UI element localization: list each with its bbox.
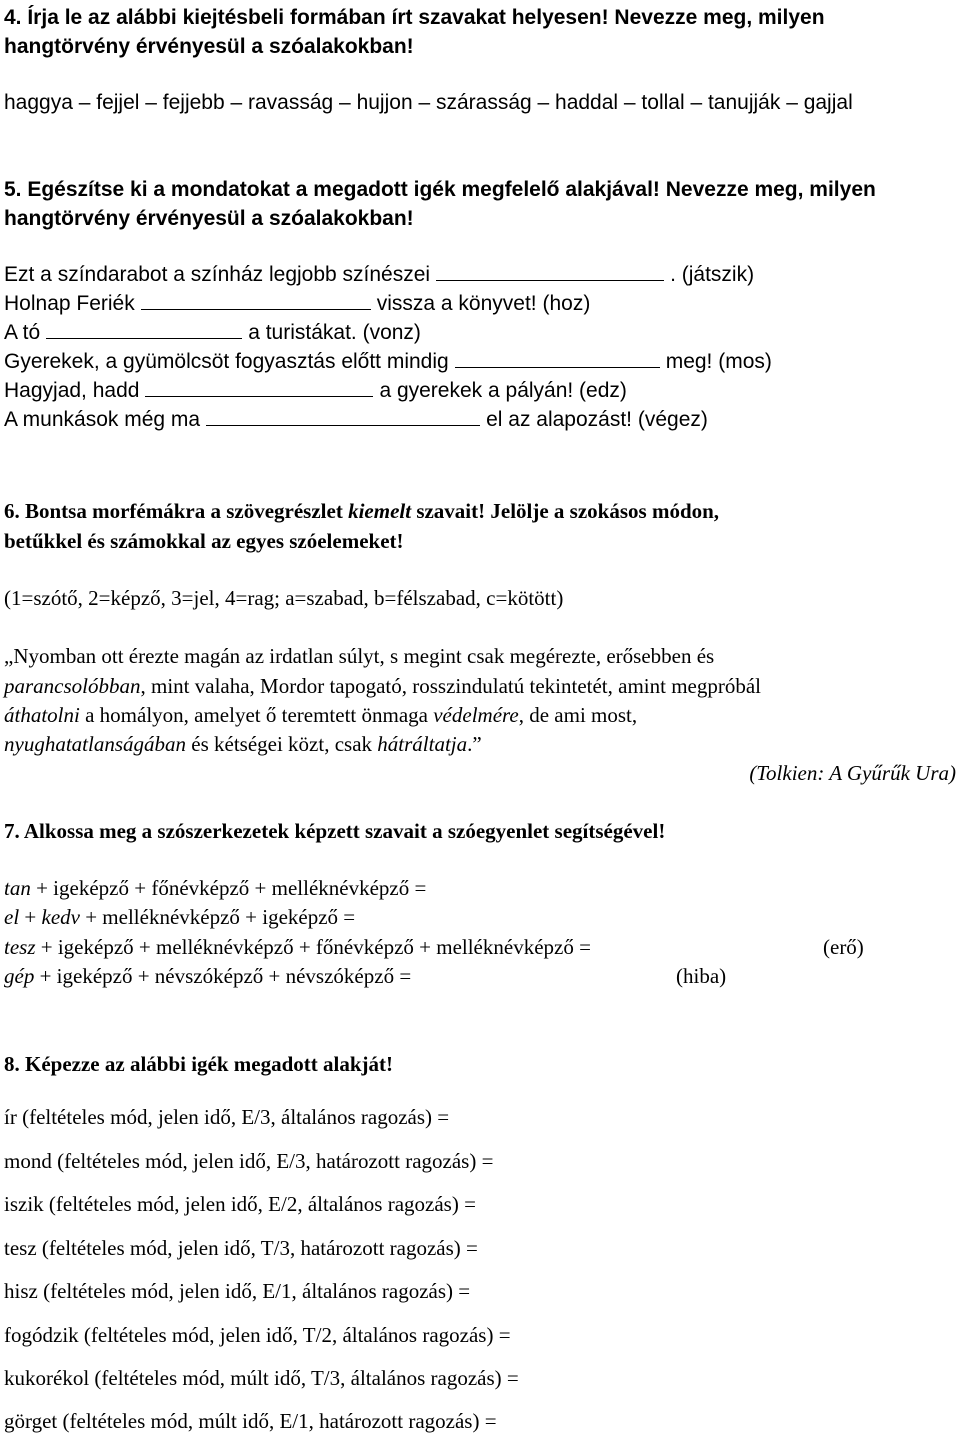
- verb-item-8: görget (feltételes mód, múlt idő, E/1, határozott ragozás) =: [4, 1409, 497, 1433]
- answer-blank[interactable]: [145, 378, 373, 397]
- sentence-text-before: Ezt a színdarabot a színház legjobb színészei: [4, 263, 431, 286]
- task6-title-part: 6. Bontsa morfémákra a szövegrészlet: [4, 499, 349, 523]
- task5-sentence-4: [4, 349, 772, 375]
- quote-text: , de ami most,: [518, 703, 638, 727]
- task5-title-line1: 5. Egészítse ki a mondatokat a megadott igék megfelelő alakjával! Nevezze meg, milyen: [4, 178, 876, 201]
- sentence-text-before: Holnap Feriék: [4, 292, 135, 315]
- equation-text: + igeképző + főnévképző + melléknévképző =: [30, 876, 427, 900]
- sentence-text-after: vissza a könyvet! (hoz): [376, 292, 591, 315]
- verb-item-5: hisz (feltételes mód, jelen idő, E/1, általános ragozás) =: [4, 1279, 471, 1303]
- sentence-text-before: Hagyjad, hadd: [4, 379, 140, 402]
- task6-title-line1: [4, 498, 719, 524]
- sentence-text-before: A munkások még ma: [4, 408, 201, 431]
- sentence-text-after: . (játszik): [670, 263, 755, 286]
- quote-line-1: „Nyomban ott érezte magán az irdatlan súlyt, s megint csak megérezte, erősebben és: [4, 644, 715, 668]
- equation-text: + melléknévképző + igeképző =: [79, 905, 356, 929]
- task6-title-line2: betűkkel és számokkal az egyes szóelemeket!: [4, 529, 404, 553]
- equation-3-hint: (erő): [823, 935, 864, 959]
- emphasized-word: nyughatatlanságában: [4, 732, 186, 756]
- answer-blank[interactable]: [141, 291, 371, 310]
- quote-line-3: [4, 702, 637, 728]
- equation-text: + igeképző + melléknévképző + főnévképző + melléknévképző =: [35, 935, 591, 959]
- task5-sentence-2: [4, 291, 590, 317]
- equation-1: [4, 875, 426, 901]
- equation-root: tesz: [4, 935, 36, 959]
- equation-text: +: [19, 905, 42, 929]
- emphasized-word: védelmére: [433, 703, 519, 727]
- task5-sentence-3: [4, 320, 421, 346]
- task5-sentence-1: [4, 262, 754, 288]
- answer-blank[interactable]: [436, 262, 664, 281]
- quote-source: (Tolkien: A Gyűrűk Ura): [749, 761, 956, 785]
- task6-title-emphasis: kiemelt: [348, 499, 412, 523]
- verb-item-3: iszik (feltételes mód, jelen idő, E/2, általános ragozás) =: [4, 1192, 476, 1216]
- verb-item-7: kukorékol (feltételes mód, múlt idő, T/3, általános ragozás) =: [4, 1366, 519, 1390]
- emphasized-word: hátráltatja: [377, 732, 468, 756]
- equation-root: el: [4, 905, 20, 929]
- task6-legend: (1=szótő, 2=képző, 3=jel, 4=rag; a=szabad, b=félszabad, c=kötött): [4, 586, 564, 610]
- emphasized-word: parancsolóbban: [4, 674, 141, 698]
- sentence-text-before: Gyerekek, a gyümölcsöt fogyasztás előtt mindig: [4, 350, 449, 373]
- sentence-text-before: A tó: [4, 321, 41, 344]
- sentence-text-after: el az alapozást! (végez): [486, 408, 708, 431]
- task6-title-part: szavait! Jelölje a szokásos módon,: [411, 499, 720, 523]
- task4-title-line2: hangtörvény érvényesül a szóalakokban!: [4, 35, 414, 58]
- task5-sentence-6: [4, 407, 708, 433]
- equation-2: [4, 904, 355, 930]
- sentence-text-after: meg! (mos): [665, 350, 772, 373]
- sentence-text-after: a gyerekek a pályán! (edz): [379, 379, 627, 402]
- quote-line-4: [4, 731, 482, 757]
- equation-4: [4, 963, 411, 989]
- verb-item-4: tesz (feltételes mód, jelen idő, T/3, határozott ragozás) =: [4, 1236, 478, 1260]
- quote-text: és kétségei közt, csak: [186, 732, 378, 756]
- quote-line-2: [4, 673, 761, 699]
- answer-blank[interactable]: [206, 407, 480, 426]
- equation-text: + igeképző + névszóképző + névszóképző =: [34, 964, 412, 988]
- verb-item-6: fogódzik (feltételes mód, jelen idő, T/2, általános ragozás) =: [4, 1323, 511, 1347]
- quote-text: a homályon, amelyet ő teremtett önmaga: [79, 703, 434, 727]
- verb-item-2: mond (feltételes mód, jelen idő, E/3, határozott ragozás) =: [4, 1149, 494, 1173]
- equation-root: tan: [4, 876, 31, 900]
- answer-blank[interactable]: [455, 349, 660, 368]
- equation-4-hint: (hiba): [676, 964, 727, 988]
- answer-blank[interactable]: [46, 320, 242, 339]
- task4-words: haggya – fejjel – fejjebb – ravasság – hujjon – szárasság – haddal – tollal – tanujják – gajjal: [4, 91, 853, 114]
- task5-title-line2: hangtörvény érvényesül a szóalakokban!: [4, 207, 414, 230]
- task8-title: 8. Képezze az alábbi igék megadott alakját!: [4, 1052, 394, 1076]
- task4-title-line1: 4. Írja le az alábbi kiejtésbeli formában írt szavakat helyesen! Nevezze meg, milyen: [4, 6, 825, 29]
- equation-3: [4, 934, 591, 960]
- quote-text: .”: [467, 732, 482, 756]
- quote-text: , mint valaha, Mordor tapogató, rosszindulatú tekintetét, amint megpróbál: [140, 674, 762, 698]
- equation-root: kedv: [41, 905, 80, 929]
- verb-item-1: ír (feltételes mód, jelen idő, E/3, általános ragozás) =: [4, 1105, 450, 1129]
- equation-root: gép: [4, 964, 35, 988]
- task5-sentence-5: [4, 378, 627, 404]
- task7-title: 7. Alkossa meg a szószerkezetek képzett szavait a szóegyenlet segítségével!: [4, 819, 666, 843]
- emphasized-word: áthatolni: [4, 703, 80, 727]
- sentence-text-after: a turistákat. (vonz): [248, 321, 421, 344]
